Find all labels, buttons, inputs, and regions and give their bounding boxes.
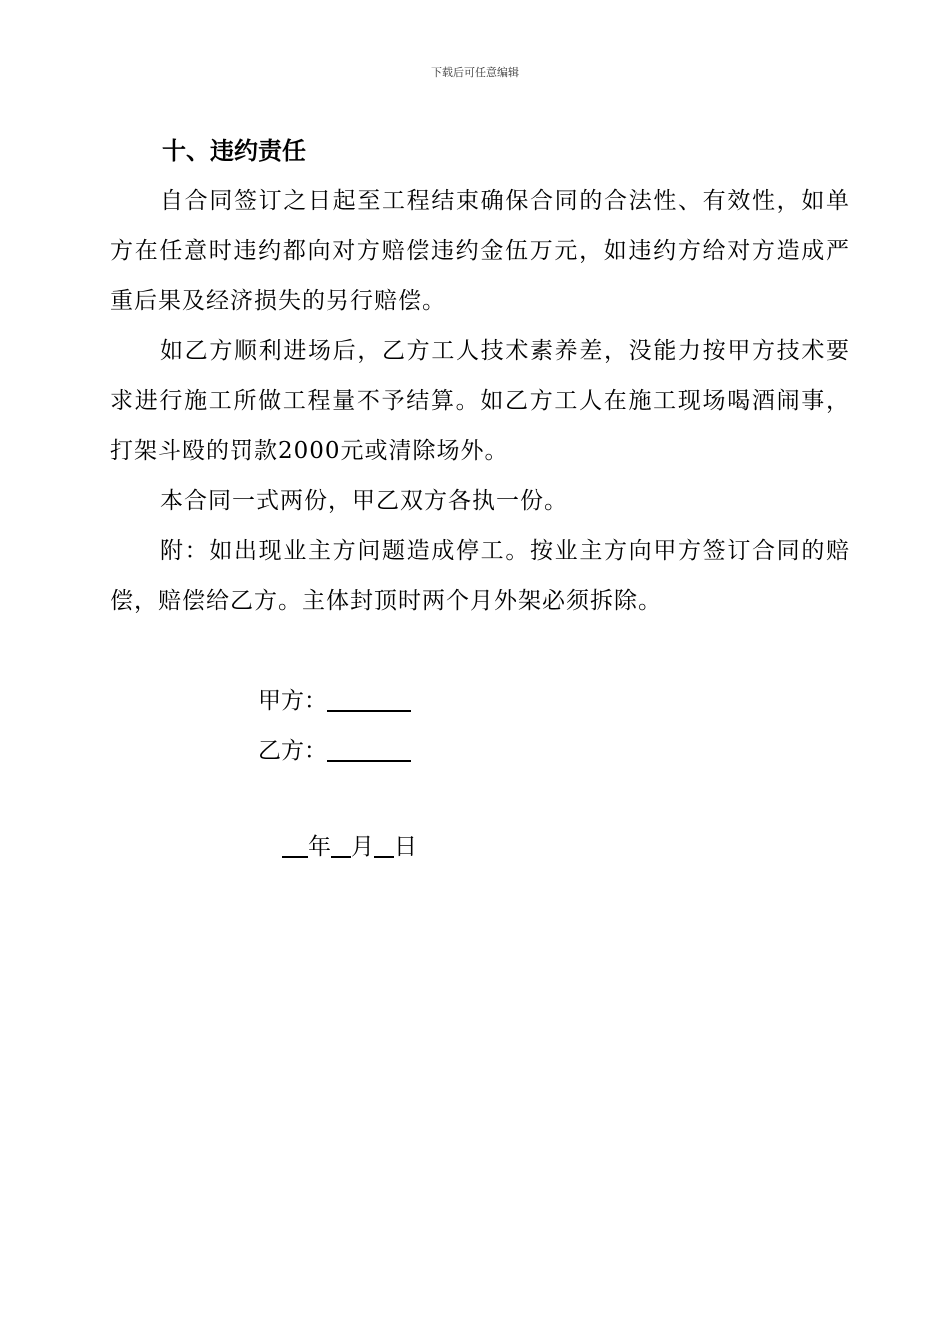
paragraph-copies: 本合同一式两份，甲乙双方各执一份。 [160,488,568,514]
date-year-blank [282,830,308,858]
date-day-blank [374,830,394,858]
paragraph-worker-conduct: 如乙方顺利进场后，乙方工人技术素养差，没能力按甲方技术要求进行施工所做工程量不予结算。如乙方工人在施工现场喝酒闹事，打架斗殴的罚款2000元或清除场外。 [110,338,850,464]
date-day-label: 日 [394,834,417,860]
document-body [110,126,850,626]
date-year-label: 年 [308,834,331,860]
paragraph-breach-penalty: 自合同签订之日起至工程结束确保合同的合法性、有效性，如单方在任意时违约都向对方赔偿违约金伍万元，如违约方给对方造成严重后果及经济损失的另行赔偿。 [110,188,850,314]
signature-party-a-label: 甲方： [258,688,327,714]
paragraph-appendix: 附：如出现业主方问题造成停工。按业主方向甲方签订合同的赔偿，赔偿给乙方。主体封顶时两个月外架必须拆除。 [110,538,850,614]
date-month-label: 月 [351,834,374,860]
date-month-blank [331,830,351,858]
signature-party-b-label: 乙方： [258,738,327,764]
signature-party-b-blank [327,734,411,762]
signature-party-b [258,726,411,776]
section-title: 十、违约责任 [162,137,306,165]
signature-party-a-blank [327,684,411,712]
page-header-note: 下载后可任意编辑 [431,66,519,79]
signature-party-a [258,676,411,726]
date-line [282,822,417,872]
signature-block [258,676,411,776]
